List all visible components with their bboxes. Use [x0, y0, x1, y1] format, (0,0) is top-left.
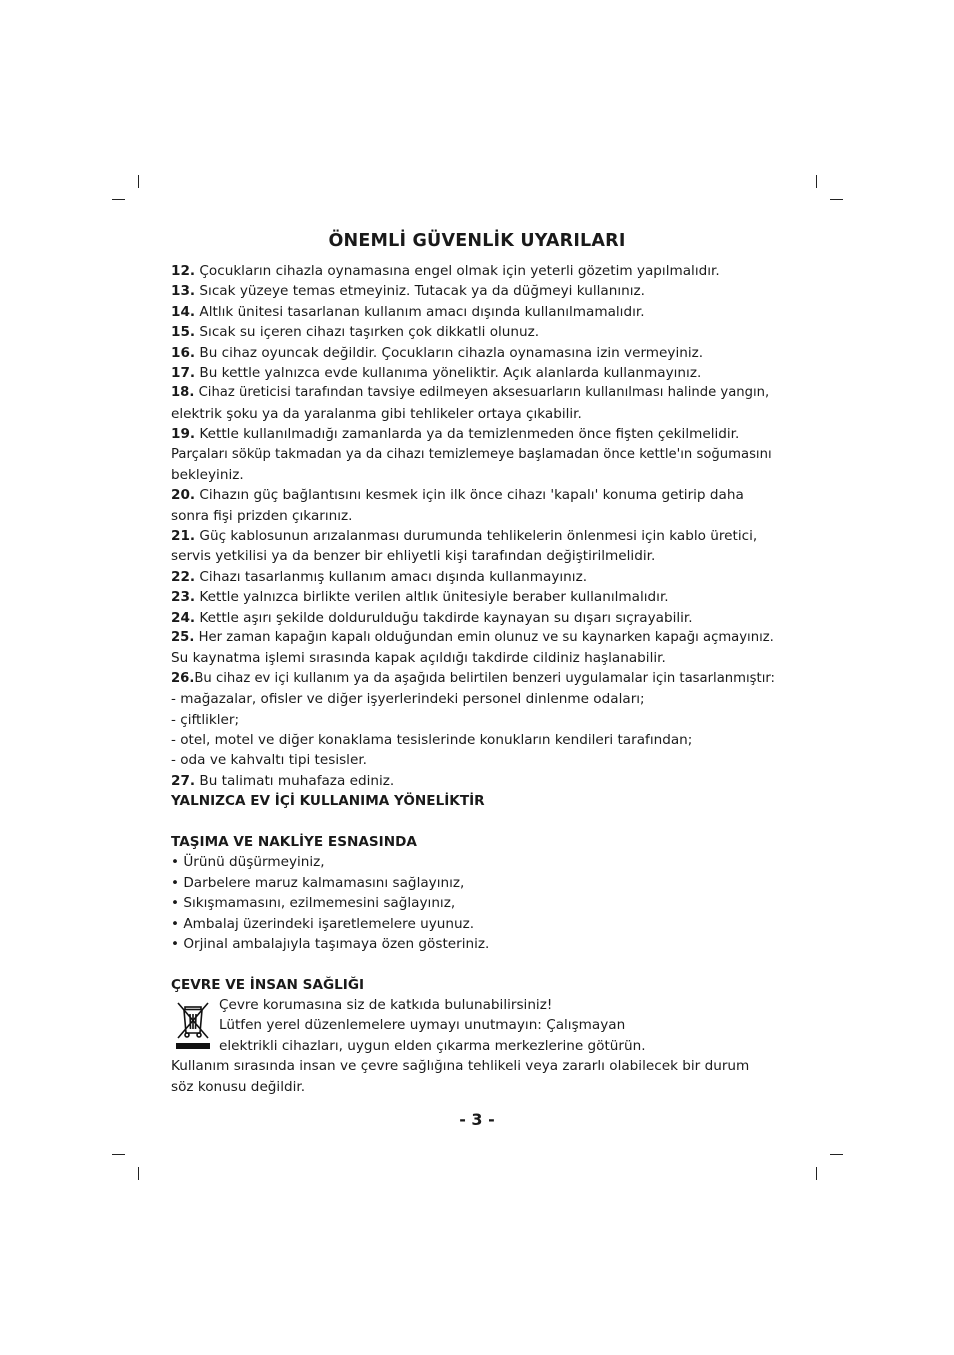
- list-item: 13. Sıcak yüzeye temas etmeyiniz. Tutacak ya da düğmeyi kullanınız.: [171, 283, 645, 300]
- list-item: 21. Güç kablosunun arızalanması durumunda tehlikelerin önlenmesi için kablo üretici,: [171, 528, 758, 545]
- bullet-item: • Darbelere maruz kalmamasını sağlayınız,: [171, 874, 465, 891]
- crop-mark: [816, 175, 817, 188]
- list-item: 20. Cihazın güç bağlantısını kesmek için ilk önce cihazı 'kapalı' konuma getirip daha: [171, 487, 744, 504]
- list-item-continuation: elektrik şoku ya da yaralanma gibi tehlikeler ortaya çıkabilir.: [171, 405, 582, 422]
- environment-line: Lütfen yerel düzenlemelere uymayı unutmayın: Çalışmayan: [219, 1017, 626, 1034]
- environment-heading: ÇEVRE VE İNSAN SAĞLIĞI: [171, 976, 365, 993]
- crop-mark: [816, 1167, 817, 1180]
- sub-list-item: - otel, motel ve diğer konaklama tesislerinde konukların kendileri tarafından;: [171, 731, 693, 748]
- recycle-notice: [171, 995, 791, 1056]
- crop-mark: [138, 1167, 139, 1180]
- list-item-continuation: servis yetkilisi ya da benzer bir ehliyetli kişi tarafından değiştirilmelidir.: [171, 548, 656, 565]
- list-item: 27. Bu talimatı muhafaza ediniz.: [171, 772, 395, 789]
- environment-line: elektrikli cihazları, uygun elden çıkarma merkezlerine götürün.: [219, 1037, 646, 1054]
- crossed-out-wheelie-bin-icon: [175, 1000, 211, 1050]
- list-item: 15. Sıcak su içeren cihazı taşırken çok dikkatli olunuz.: [171, 324, 540, 341]
- list-item: 16. Bu cihaz oyuncak değildir. Çocukların cihazla oynamasına izin vermeyiniz.: [171, 344, 704, 361]
- list-item: 22. Cihazı tasarlanmış kullanım amacı dışında kullanmayınız.: [171, 568, 588, 585]
- sub-list-item: - mağazalar, ofisler ve diğer işyerlerindeki personel dinlenme odaları;: [171, 691, 645, 708]
- environment-footer: Kullanım sırasında insan ve çevre sağlığına tehlikeli veya zararlı olabilecek bir durum: [171, 1058, 750, 1075]
- bullet-item: • Ürünü düşürmeyiniz,: [171, 854, 325, 871]
- list-item: 24. Kettle aşırı şekilde doldurulduğu takdirde kaynayan su dışarı sıçrayabilir.: [171, 609, 693, 626]
- list-item: 23. Kettle yalnızca birlikte verilen altlık ünitesiyle beraber kullanılmalıdır.: [171, 589, 669, 606]
- bullet-item: • Ambalaj üzerindeki işaretlemelere uyunuz.: [171, 915, 475, 932]
- sub-list-item: - oda ve kahvaltı tipi tesisler.: [171, 752, 367, 769]
- crop-mark: [112, 199, 125, 200]
- list-item-continuation: Su kaynatma işlemi sırasında kapak açıldığı takdirde cildiniz haşlanabilir.: [171, 650, 666, 667]
- list-item: 12. Çocukların cihazla oynamasına engel olmak için yeterli gözetim yapılmalıdır.: [171, 263, 720, 279]
- page-number: - 3 -: [459, 1110, 495, 1129]
- bullet-item: • Sıkışmamasını, ezilmemesini sağlayınız,: [171, 895, 456, 912]
- environment-line: Çevre korumasına siz de katkıda bulunabilirsiniz!: [219, 997, 553, 1014]
- safety-content: [171, 261, 791, 1097]
- list-item: 14. Altlık ünitesi tasarlanan kullanım amacı dışında kullanılmamalıdır.: [171, 303, 645, 320]
- sub-list-item: - çiftlikler;: [171, 711, 240, 728]
- list-item-continuation: bekleyiniz.: [171, 466, 244, 483]
- crop-mark: [112, 1154, 125, 1155]
- list-item: 26.Bu cihaz ev içi kullanım ya da aşağıda belirtilen benzeri uygulamalar için tasarlanmıştır:: [171, 670, 775, 686]
- crop-mark: [830, 199, 843, 200]
- list-item: 25. Her zaman kapağın kapalı olduğundan emin olunuz ve su kaynarken kapağı açmayınız.: [171, 630, 774, 646]
- crop-mark: [830, 1154, 843, 1155]
- page-title: ÖNEMLİ GÜVENLİK UYARILARI: [328, 231, 626, 251]
- list-item-continuation: Parçaları söküp takmadan ya da cihazı temizlemeye başlamadan önce kettle'ın soğumasını: [171, 446, 772, 462]
- bullet-item: • Orjinal ambalajıyla taşımaya özen gösteriniz.: [171, 935, 490, 952]
- list-item: 18. Cihaz üreticisi tarafından tavsiye edilmeyen aksesuarların kullanılması halinde yangın,: [171, 385, 770, 401]
- list-item: 17. Bu kettle yalnızca evde kullanıma yöneliktir. Açık alanlarda kullanmayınız.: [171, 364, 702, 381]
- environment-footer: söz konusu değildir.: [171, 1078, 306, 1095]
- home-use-notice: YALNIZCA EV İÇİ KULLANIMA YÖNELİKTİR: [171, 793, 485, 810]
- crop-mark: [138, 175, 139, 188]
- transport-heading: TAŞIMA VE NAKLİYE ESNASINDA: [171, 833, 417, 850]
- list-item: 19. Kettle kullanılmadığı zamanlarda ya da temizlenmeden önce fişten çekilmelidir.: [171, 426, 740, 443]
- list-item-continuation: sonra fişi prizden çıkarınız.: [171, 507, 353, 524]
